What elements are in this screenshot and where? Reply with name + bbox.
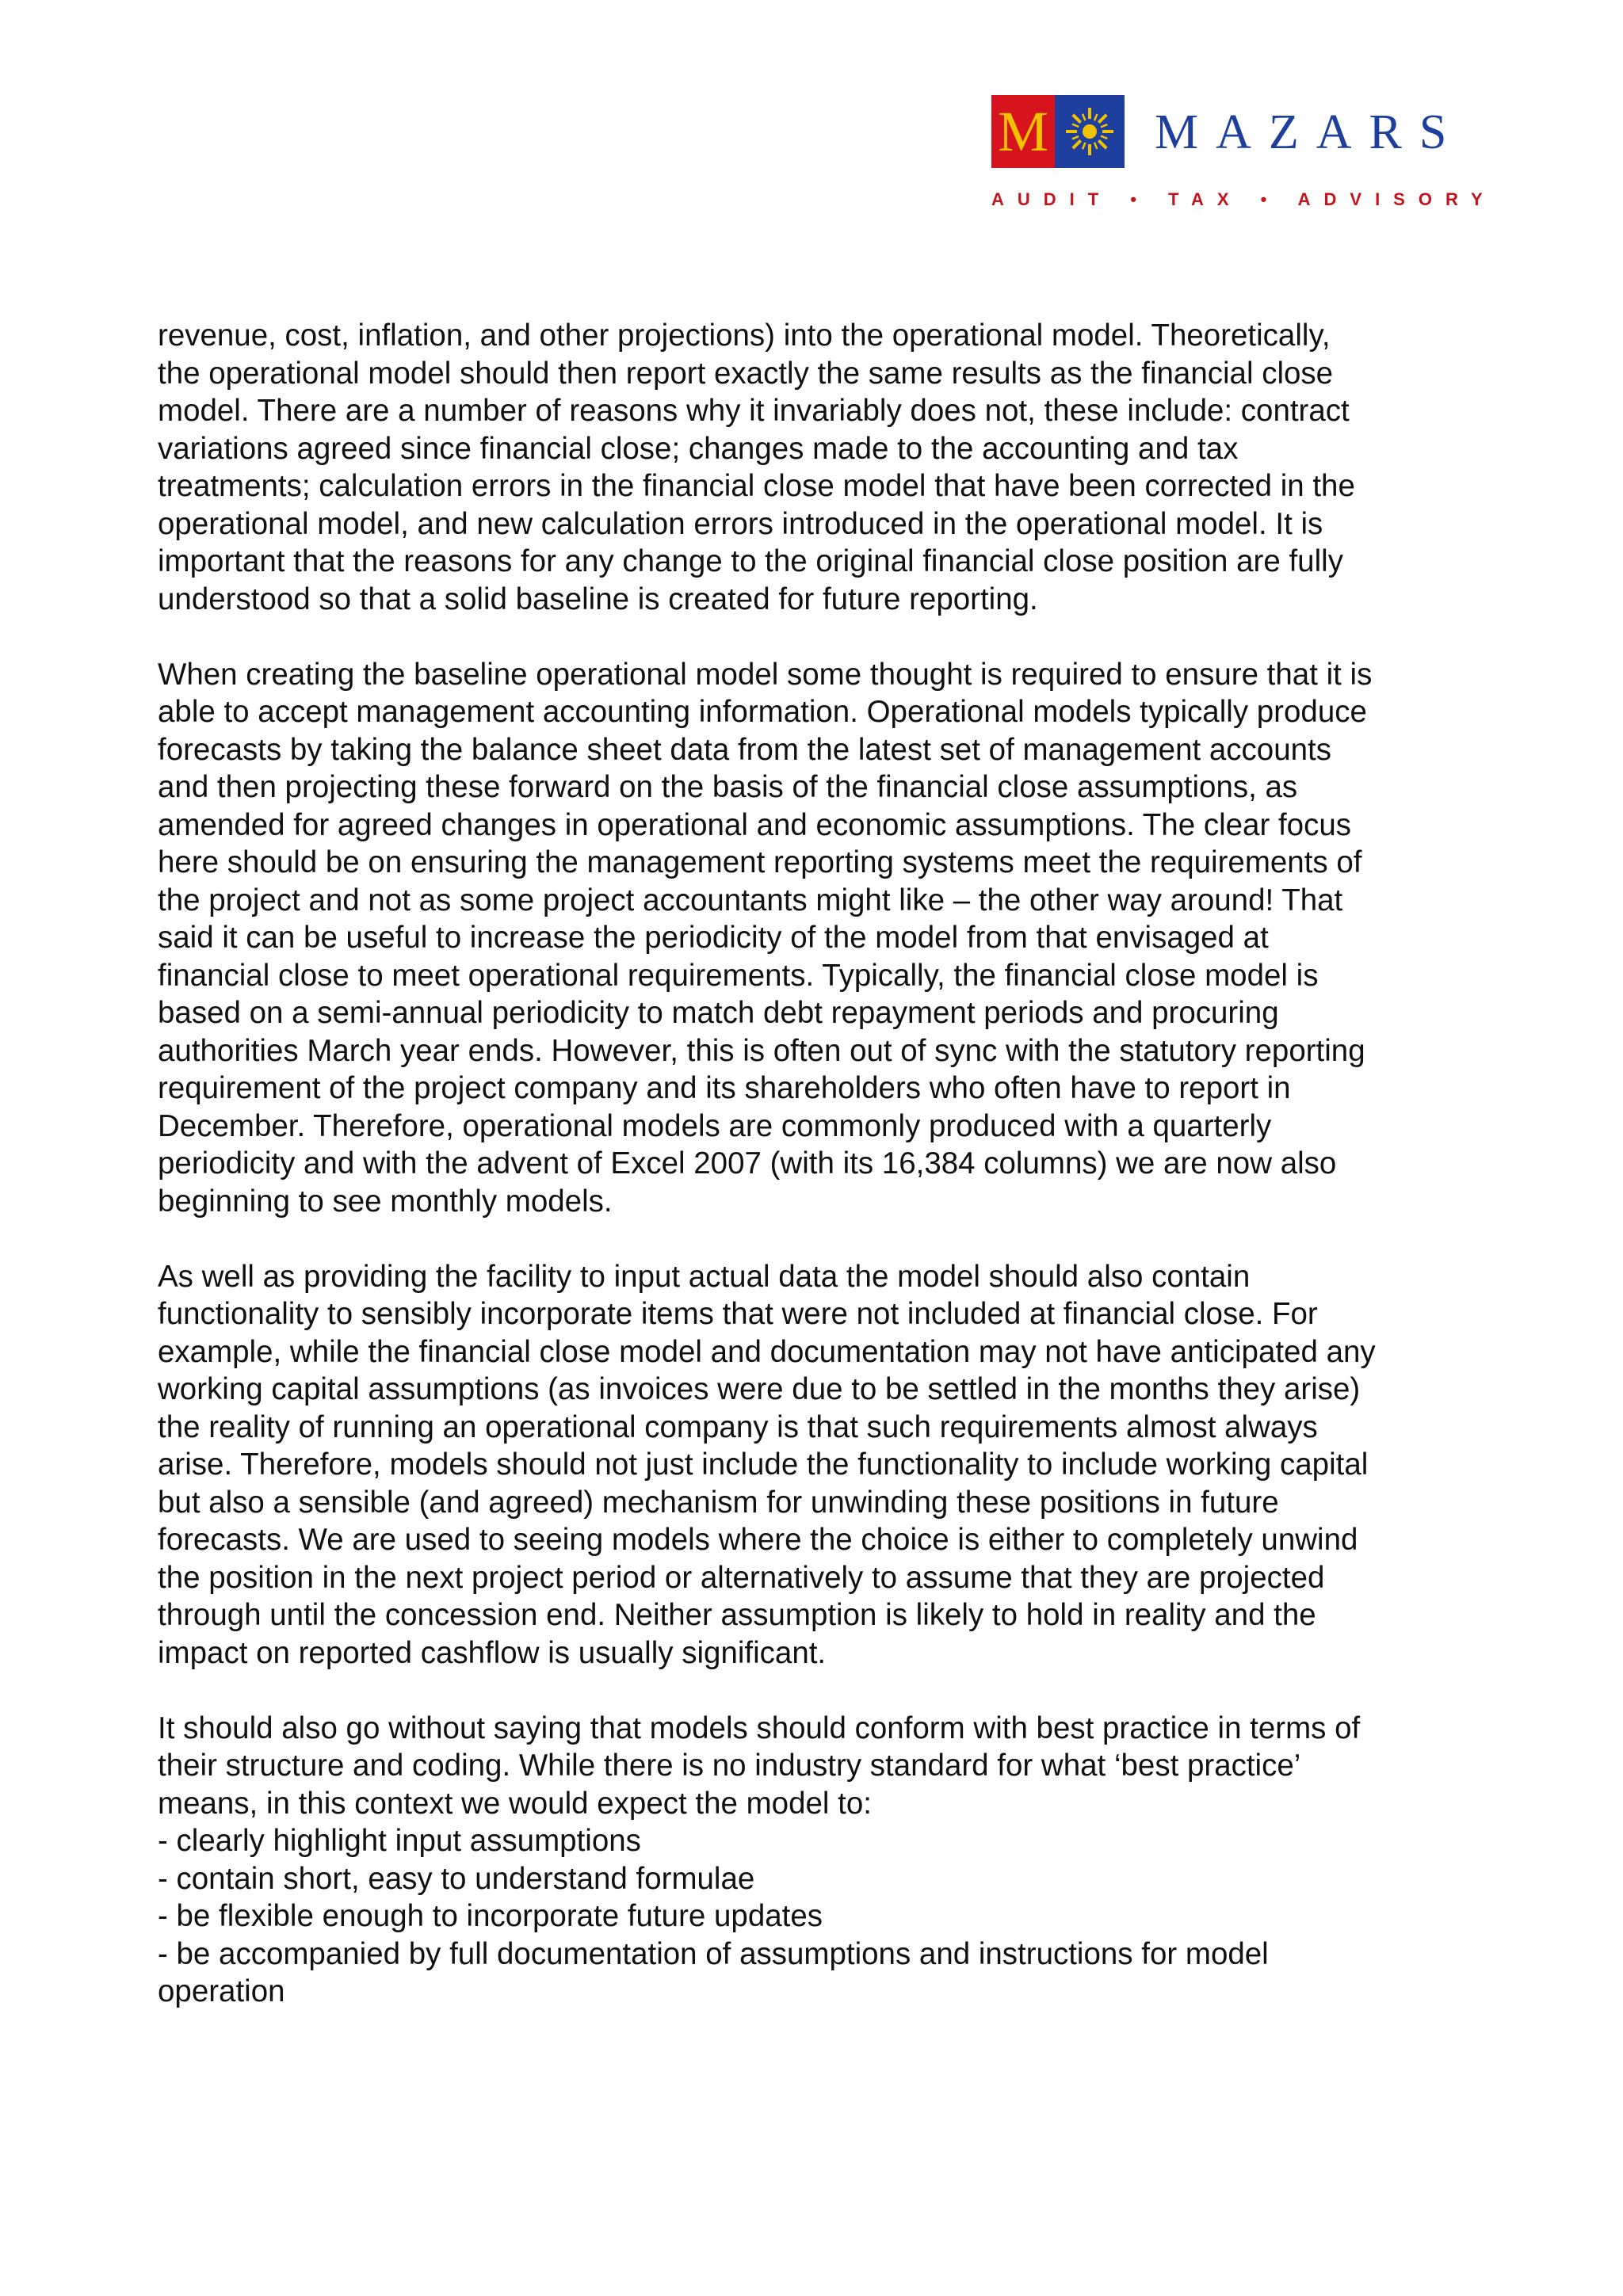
text-line: requirement of the project company and its shareholders who often have to report in: [158, 1071, 1291, 1105]
text-line: impact on reported cashflow is usually significant.: [158, 1635, 827, 1670]
text-line: but also a sensible (and agreed) mechanism for unwinding these positions in future: [158, 1485, 1279, 1520]
text-line: and then projecting these forward on the basis of the financial close assumptions, as: [158, 770, 1298, 804]
paragraph-best-practice: [158, 1710, 1473, 2011]
logo-wordmark: MAZARS: [1155, 105, 1465, 159]
text-line: As well as providing the facility to input actual data the model should also contain: [158, 1259, 1251, 1294]
text-line: variations agreed since financial close; changes made to the accounting and tax: [158, 431, 1239, 466]
sun-icon: [1055, 95, 1125, 168]
text-line: December. Therefore, operational models are commonly produced with a quarterly: [158, 1108, 1272, 1143]
text-line: the reality of running an operational company is that such requirements almost always: [158, 1409, 1318, 1444]
mazars-logo: [991, 95, 1496, 214]
text-line: beginning to see monthly models.: [158, 1184, 613, 1219]
list-item: - be flexible enough to incorporate future updates: [158, 1899, 823, 1933]
text-line: periodicity and with the advent of Excel 2007 (with its 16,384 columns) we are now also: [158, 1146, 1337, 1180]
text-line: amended for agreed changes in operational and economic assumptions. The clear focus: [158, 807, 1351, 842]
text-line: working capital assumptions (as invoices were due to be settled in the months they arise): [158, 1372, 1361, 1406]
text-line: arise. Therefore, models should not just include the functionality to include working capital: [158, 1447, 1369, 1482]
text-line: revenue, cost, inflation, and other projections) into the operational model. Theoretically,: [158, 318, 1331, 353]
text-line: their structure and coding. While there is no industry standard for what ‘best practice’: [158, 1749, 1301, 1783]
list-item: - clearly highlight input assumptions: [158, 1824, 641, 1858]
logo-mark: [991, 95, 1125, 168]
text-line: important that the reasons for any change to the original financial close position are fully: [158, 544, 1343, 578]
text-line: the position in the next project period or alternatively to assume that they are projected: [158, 1560, 1325, 1595]
list-item: - be accompanied by full documentation of assumptions and instructions for model: [158, 1936, 1269, 1971]
text-line: model. There are a number of reasons why it invariably does not, these include: contract: [158, 394, 1350, 428]
paragraph-actual-data: [158, 1258, 1473, 1672]
text-line: able to accept management accounting information. Operational models typically produce: [158, 695, 1367, 729]
text-line: functionality to sensibly incorporate items that were not included at financial close. For: [158, 1297, 1318, 1331]
text-line: authorities March year ends. However, this is often out of sync with the statutory reporting: [158, 1033, 1365, 1068]
text-line: through until the concession end. Neither assumption is likely to hold in reality and the: [158, 1598, 1316, 1632]
text-line: the project and not as some project accountants might like – the other way around! That: [158, 883, 1343, 917]
text-line: understood so that a solid baseline is created for future reporting.: [158, 582, 1038, 616]
paragraph-model-reconciliation: [158, 317, 1473, 618]
text-line: financial close to meet operational requirements. Typically, the financial close model is: [158, 958, 1319, 993]
text-line: operational model, and new calculation errors introduced in the operational model. It is: [158, 506, 1323, 541]
list-item: operation: [158, 1974, 285, 2008]
text-line: When creating the baseline operational model some thought is required to ensure that it is: [158, 657, 1373, 692]
text-line: forecasts. We are used to seeing models where the choice is either to completely unwind: [158, 1523, 1358, 1557]
list-item: - contain short, easy to understand formulae: [158, 1861, 755, 1896]
logo-tagline: AUDIT • TAX • ADVISORY: [991, 189, 1496, 209]
logo-m-letter: M: [991, 95, 1055, 168]
text-line: example, while the financial close model and documentation may not have anticipated any: [158, 1334, 1376, 1369]
text-line: based on a semi-annual periodicity to match debt repayment periods and procuring: [158, 996, 1279, 1030]
document-body: [158, 317, 1473, 2048]
paragraph-baseline-model: [158, 656, 1473, 1221]
text-line: said it can be useful to increase the periodicity of the model from that envisaged at: [158, 921, 1269, 955]
text-line: the operational model should then report exactly the same results as the financial close: [158, 356, 1334, 391]
text-line: means, in this context we would expect the model to:: [158, 1786, 872, 1821]
text-line: here should be on ensuring the management reporting systems meet the requirements of: [158, 845, 1362, 879]
text-line: treatments; calculation errors in the financial close model that have been corrected in the: [158, 469, 1355, 503]
text-line: forecasts by taking the balance sheet data from the latest set of management accounts: [158, 732, 1331, 767]
text-line: It should also go without saying that models should conform with best practice in terms of: [158, 1711, 1361, 1745]
